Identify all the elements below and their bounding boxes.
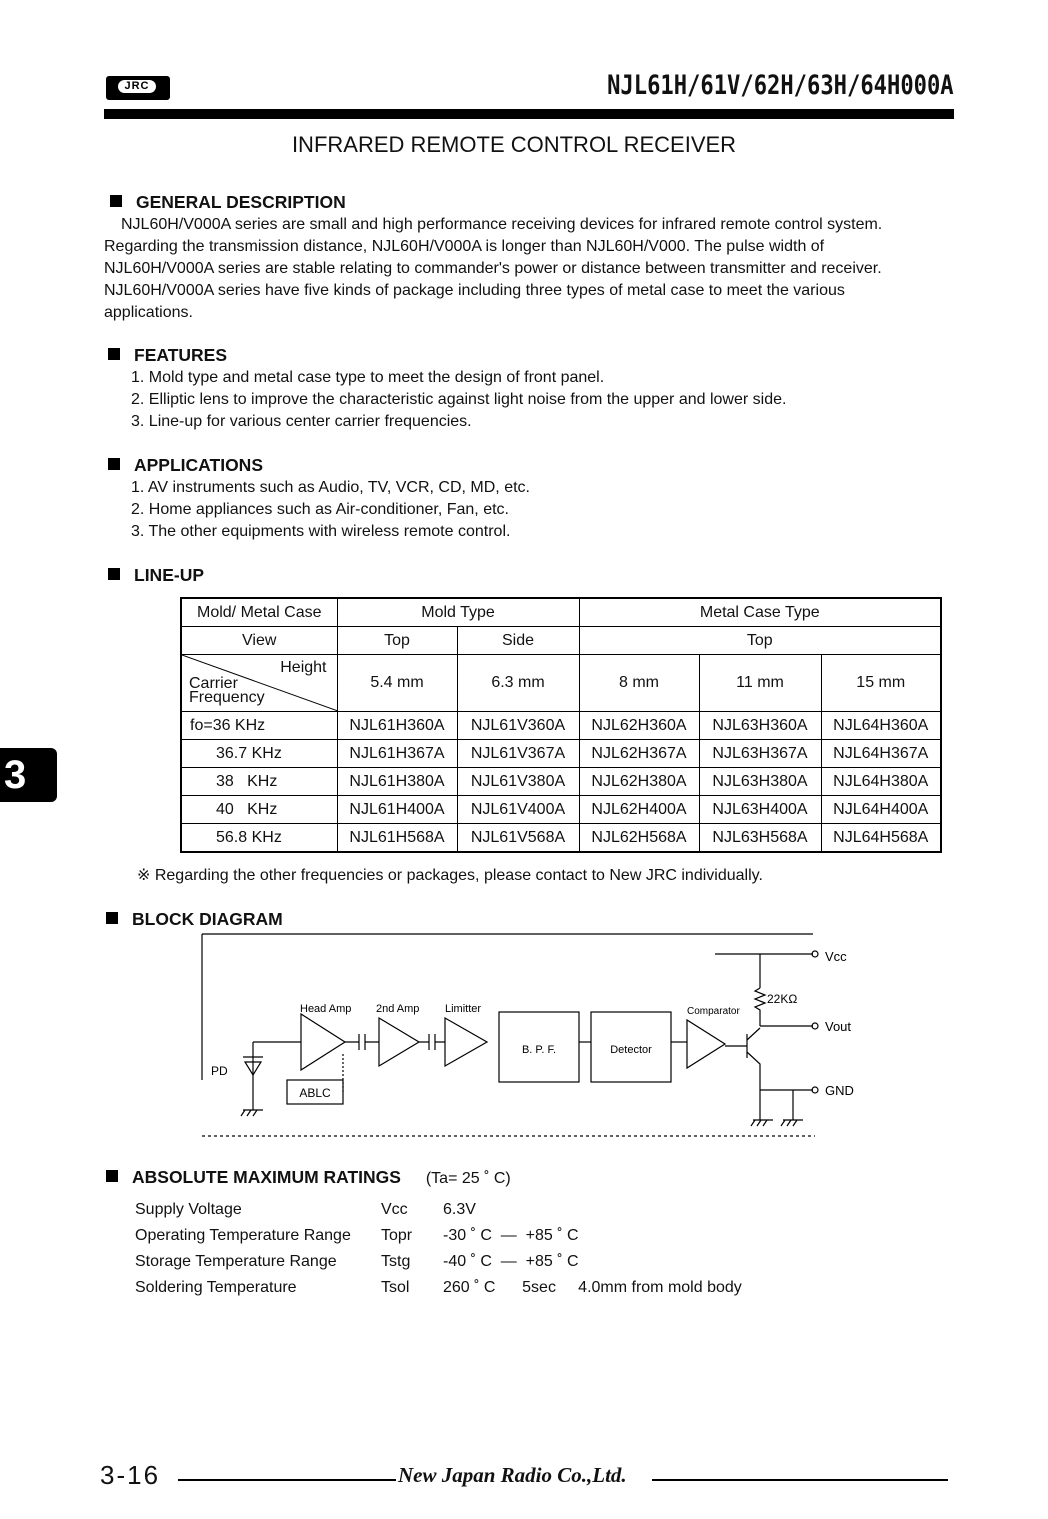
part-cell: NJL61V380A — [457, 768, 579, 796]
part-cell: NJL61V400A — [457, 796, 579, 824]
head-amp-triangle — [301, 1014, 345, 1070]
header-cell: Mold/ Metal Case — [181, 598, 337, 627]
freq-cell: 56.8 KHz — [181, 824, 337, 853]
size-cell: 11 mm — [699, 655, 821, 712]
diag-frequency-label: Frequency — [189, 689, 265, 706]
paragraph-line: NJL60H/V000A series are small and high performance receiving devices for infrared remote control system. — [121, 216, 883, 233]
header-cell: Top — [579, 627, 941, 655]
value-cell: -30 ˚ C — +85 ˚ C — [443, 1227, 579, 1244]
comparator-label: Comparator — [687, 1006, 740, 1017]
value-cell: 260 ˚ C 5sec 4.0mm from mold body — [443, 1279, 742, 1296]
param-cell: Soldering Temperature — [135, 1279, 297, 1296]
part-cell: NJL61V367A — [457, 740, 579, 768]
freq-cell: 36.7 KHz — [181, 740, 337, 768]
coupling-cap-1 — [345, 1034, 379, 1050]
part-cell: NJL62H380A — [579, 768, 699, 796]
ratings-condition: (Ta= 25 ˚ C) — [425, 1170, 511, 1187]
part-cell: NJL63H367A — [699, 740, 821, 768]
applications-list — [131, 477, 530, 543]
header-cell: Top — [337, 627, 457, 655]
block-diagram-heading — [106, 909, 283, 930]
head-amp-label: Head Amp — [300, 1003, 352, 1015]
logo-text: JRC — [118, 80, 156, 93]
part-cell: NJL62H400A — [579, 796, 699, 824]
value-cell: -40 ˚ C — +85 ˚ C — [443, 1253, 579, 1270]
comparator-triangle — [687, 1020, 725, 1068]
limitter-label: Limitter — [445, 1003, 482, 1015]
bullet-square-icon — [106, 912, 118, 924]
paragraph-line: Regarding the transmission distance, NJL60H/V000A is longer than NJL60H/V000. The pulse width of — [104, 238, 825, 255]
part-cell: NJL63H568A — [699, 824, 821, 853]
part-cell: NJL63H380A — [699, 768, 821, 796]
table-row — [135, 1223, 742, 1249]
lineup-note: ※ Regarding the other frequencies or packages, please contact to New JRC individually. — [137, 867, 763, 884]
chapter-tab: 3 — [0, 748, 57, 802]
list-item: 3. Line-up for various center carrier frequencies. — [131, 413, 472, 430]
freq-cell: 40 KHz — [181, 796, 337, 824]
paragraph-line: applications. — [104, 304, 193, 321]
part-cell: NJL64H568A — [821, 824, 941, 853]
bullet-square-icon — [108, 348, 120, 360]
part-cell: NJL62H367A — [579, 740, 699, 768]
limitter-triangle — [445, 1018, 487, 1066]
part-cell: NJL64H380A — [821, 768, 941, 796]
detector-label: Detector — [610, 1044, 652, 1056]
second-amp-triangle — [379, 1018, 419, 1066]
table-row — [181, 796, 941, 824]
part-cell: NJL62H568A — [579, 824, 699, 853]
freq-cell: fo=36 KHz — [181, 712, 337, 740]
header-rule — [104, 109, 954, 119]
bullet-square-icon — [108, 568, 120, 580]
param-cell: Storage Temperature Range — [135, 1253, 337, 1270]
part-cell: NJL61H360A — [337, 712, 457, 740]
part-cell: NJL62H360A — [579, 712, 699, 740]
document-title: INFRARED REMOTE CONTROL RECEIVER — [291, 132, 737, 157]
footer-rule-left — [178, 1479, 396, 1481]
ground-symbol-2 — [781, 1120, 803, 1126]
header-cell: Side — [457, 627, 579, 655]
part-cell: NJL64H400A — [821, 796, 941, 824]
part-cell: NJL61H400A — [337, 796, 457, 824]
second-amp-label: 2nd Amp — [376, 1003, 420, 1015]
heading-text: BLOCK DIAGRAM — [132, 909, 283, 929]
size-cell: 8 mm — [579, 655, 699, 712]
company-name: New Japan Radio Co.,Ltd. — [398, 1463, 627, 1487]
table-row — [181, 712, 941, 740]
table-row — [181, 768, 941, 796]
size-cell: 15 mm — [821, 655, 941, 712]
param-cell: Supply Voltage — [135, 1201, 242, 1218]
general-description-body — [104, 214, 954, 324]
part-cell: NJL64H367A — [821, 740, 941, 768]
size-cell: 6.3 mm — [457, 655, 579, 712]
lineup-heading — [108, 565, 204, 586]
symbol-cell: Tstg — [381, 1253, 411, 1270]
paragraph-line: NJL60H/V000A series are stable relating to commander's power or distance between transmitter and receiver. — [104, 260, 882, 277]
pd-ground — [241, 1110, 263, 1116]
ratings-heading — [106, 1167, 511, 1188]
table-row — [181, 824, 941, 853]
part-cell: NJL63H400A — [699, 796, 821, 824]
coupling-cap-2 — [419, 1034, 445, 1050]
footer-rule-right — [652, 1479, 948, 1481]
part-cell: NJL61V360A — [457, 712, 579, 740]
param-cell: Operating Temperature Range — [135, 1227, 351, 1244]
transistor-emitter — [747, 1052, 760, 1120]
header-cell: Metal Case Type — [579, 598, 941, 627]
part-cell: NJL61H568A — [337, 824, 457, 853]
ablc-label: ABLC — [299, 1086, 331, 1100]
transistor-collector — [747, 1028, 760, 1040]
list-item: 1. Mold type and metal case type to meet the design of front panel. — [131, 369, 605, 386]
part-cell: NJL61H380A — [337, 768, 457, 796]
page-number: 3-16 — [100, 1460, 161, 1490]
resistor-label: 22KΩ — [767, 992, 798, 1006]
general-description-heading — [110, 192, 346, 213]
list-item: 1. AV instruments such as Audio, TV, VCR, CD, MD, etc. — [131, 479, 530, 496]
jrc-logo — [106, 76, 170, 100]
bullet-square-icon — [106, 1170, 118, 1182]
part-numbers-title: NJL61H/61V/62H/63H/64H000A — [607, 70, 954, 101]
table-row — [181, 740, 941, 768]
table-row — [135, 1249, 742, 1275]
symbol-cell: Tsol — [381, 1279, 410, 1296]
heading-text: FEATURES — [134, 345, 228, 365]
bullet-square-icon — [110, 195, 122, 207]
vcc-label: Vcc — [825, 949, 847, 964]
header-cell: View — [181, 627, 337, 655]
resistor-zigzag — [755, 988, 765, 1026]
block-diagram — [195, 930, 875, 1145]
bpf-label: B. P. F. — [521, 1044, 557, 1056]
size-cell: 5.4 mm — [337, 655, 457, 712]
part-cell: NJL61V568A — [457, 824, 579, 853]
symbol-cell: Topr — [381, 1227, 413, 1244]
list-item: 2. Elliptic lens to improve the characteristic against light noise from the upper and lower side. — [131, 391, 787, 408]
vout-label: Vout — [825, 1019, 852, 1034]
pd-label: PD — [211, 1064, 228, 1078]
heading-text: ABSOLUTE MAXIMUM RATINGS — [132, 1167, 401, 1187]
part-cell: NJL63H360A — [699, 712, 821, 740]
header-cell: Mold Type — [337, 598, 579, 627]
lineup-table — [180, 597, 942, 853]
applications-heading — [108, 455, 263, 476]
diag-height-label: Height — [280, 659, 327, 676]
part-cell: NJL61H367A — [337, 740, 457, 768]
diag-carrier-label: Carrier — [189, 675, 238, 692]
diagonal-header-cell — [181, 655, 337, 712]
table-row — [135, 1197, 742, 1223]
list-item: 3. The other equipments with wireless remote control. — [131, 523, 511, 540]
paragraph-line: NJL60H/V000A series have five kinds of package including three types of metal case to meet the various — [104, 282, 845, 299]
features-list — [131, 367, 786, 433]
ground-symbol-1 — [751, 1120, 773, 1126]
features-heading — [108, 345, 227, 366]
heading-text: APPLICATIONS — [134, 455, 263, 475]
freq-cell: 38 KHz — [181, 768, 337, 796]
heading-text: GENERAL DESCRIPTION — [136, 192, 346, 212]
list-item: 2. Home appliances such as Air-conditioner, Fan, etc. — [131, 501, 509, 518]
symbol-cell: Vcc — [381, 1201, 408, 1218]
value-cell: 6.3V — [443, 1201, 476, 1218]
gnd-label: GND — [825, 1083, 854, 1098]
heading-text: LINE-UP — [134, 565, 204, 585]
ratings-table — [135, 1197, 742, 1301]
bullet-square-icon — [108, 458, 120, 470]
part-cell: NJL64H360A — [821, 712, 941, 740]
table-row — [135, 1275, 742, 1301]
